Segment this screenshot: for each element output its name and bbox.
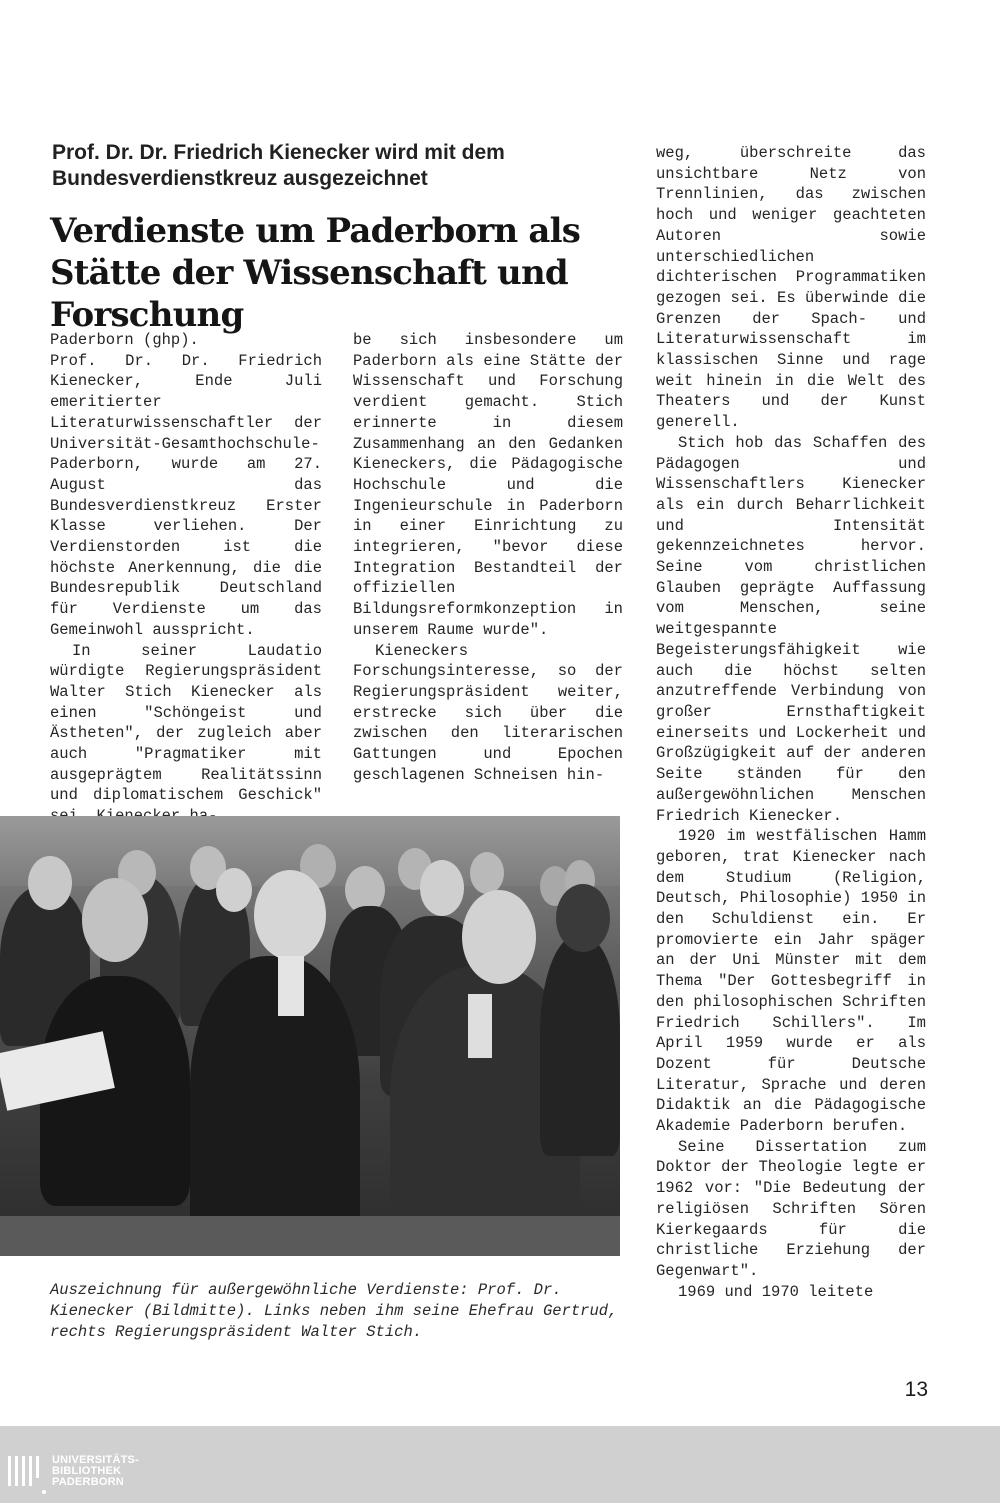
ceremony-photo [0,816,620,1256]
paragraph: weg, überschreite das unsichtbare Netz von Trennlinien, das zwischen hoch und weniger geachteten Autoren sowie unterschiedlichen dichterischen Programmatiken gezogen sei. Es überwinde die Grenzen der Spach- und Literaturwissenschaft im klassischen Sinne und rage weit hinein in die Welt des Theaters und der Kunst generell. [656,144,926,432]
photo-caption: Auszeichnung für außergewöhnliche Verdienste: Prof. Dr. Kienecker (Bildmitte). Links neben ihm seine Ehefrau Gertrud, rechts Regierungspräsident Walter Stich. [50,1281,618,1341]
text-column-2 [353,330,623,785]
text-column-1 [50,330,322,827]
photo-head [82,878,148,962]
paragraph: 1969 und 1970 leitete [678,1282,874,1301]
library-footer-bar [0,1426,1000,1503]
photo-person [540,936,620,1156]
paragraph: Prof. Dr. Dr. Friedrich Kienecker, Ende Juli emeritierter Literaturwissenschaftler der Universität-Gesamthochschule-Paderborn, wurde am 27. August das Bundesverdienstkreuz Erster Klasse verliehen. Der Verdienstorden ist die höchste Anerkennung, die die Bundesrepublik Deutschland für Verdienste um das Gemeinwohl ausspricht. [50,351,322,639]
paragraph: 1920 im westfälischen Hamm geboren, trat Kienecker nach dem Studium (Religion, Deutsch, Philosophie) 1950 in den Schuldienst ein. Er promovierte ein Jahr späger an der Uni Münster mit dem Thema "Der Gottesbegriff in den philosophischen Schriften Friedrich Schillers". Im April 1959 wurde er als Dozent für Deutsche Literatur, Sprache und deren Didaktik an die Pädagogische Akademie Paderborn berufen. [656,827,926,1136]
library-logo-text [52,1455,139,1488]
photo-head [254,870,326,960]
paragraph: be sich insbesondere um Paderborn als eine Stätte der Wissenschaft und Forschung verdient gemacht. Stich erinnerte in diesem Zusammenhang an den Gedanken Kieneckers, die Pädagogische Hochschule und die Ingenieurschule in Paderborn in einer Einrichtung zu integrieren, "bevor diese Integration Bestandteil der offiziellen Bildungsreformkonzeption in unserem Raume wurde". [353,331,623,639]
photo-head [28,856,72,910]
photo-head [556,884,610,952]
photo-person [190,956,360,1246]
paragraph: In seiner Laudatio würdigte Regierungspräsident Walter Stich Kienecker als einen "Schöngeist und Ästheten", der zugleich aber auch "Pragmatiker mit ausgeprägtem Realitätssinn und diplomatischem Geschick" [50,641,322,805]
article-headline: Verdienste um Paderborn als Stätte der Wissenschaft und Forschung [50,211,581,335]
photo-shirt [278,956,304,1016]
page-number: 13 [904,1378,928,1401]
photo-floor [0,1216,620,1256]
text-column-3 [656,143,926,1302]
paragraph: Stich hob das Schaffen des Pädagogen und Wissenschaftlers Kienecker als ein durch Beharrlichkeit und Intensität gekennzeichnetes hervor. Seine vom christlichen Glauben geprägte Auffassung vom Menschen, seine weitgespannte Begeisterungsfähigkeit wie auch die höchst selten anzutreffende Verbindung von großer Ernsthaftigkeit einerseits und Lockerheit und Großzügigkeit auf der anderen Seite ständen für den außergewöhnlichen Menschen Friedrich Kienecker. [656,433,926,825]
logo-line: BIBLIOTHEK [52,1465,122,1477]
paragraph: Seine Dissertation zum Doktor der Theologie legte er 1962 vor: "Die Bedeutung der religiösen Schriften Sören Kierkegaards für die christliche Erziehung der Gegenwart". [656,1137,926,1280]
photo-shirt [468,994,492,1058]
photo-head [462,890,536,984]
logo-line: PADERBORN [52,1476,124,1488]
paragraph: Paderborn (ghp). [50,331,199,349]
photo-head [470,852,504,894]
photo-head [216,868,252,912]
logo-line: UNIVERSITÄTS- [52,1454,139,1466]
article-kicker: Prof. Dr. Dr. Friedrich Kienecker wird mit dem Bundesverdienstkreuz ausgezeichnet [52,141,505,190]
photo-head [420,860,464,916]
library-logo-icon [6,1430,48,1494]
paragraph: Kieneckers Forschungsinteresse, so der Regierungspräsident weiter, erstrecke sich über die zwischen den literarischen Gattungen und Epochen geschlagenen Schneisen hin- [353,641,623,784]
